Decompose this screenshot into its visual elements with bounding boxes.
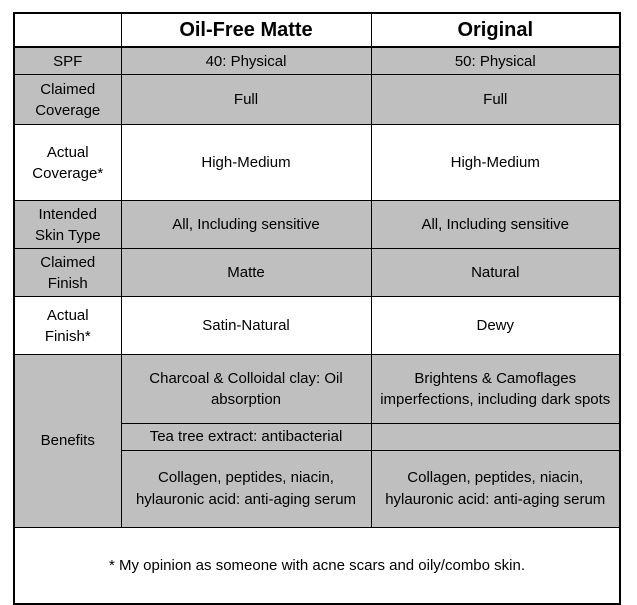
cell-claimed-finish-original: Natural — [371, 249, 620, 297]
header-oil-free-matte: Oil-Free Matte — [121, 13, 371, 47]
cell-benefits-2-oil-free-matte: Tea tree extract: antibacterial — [121, 424, 371, 450]
cell-actual-finish-original: Dewy — [371, 297, 620, 355]
cell-benefits-2-original — [371, 424, 620, 450]
table-row-actual-finish — [14, 297, 620, 355]
row-label-claimed-finish: Claimed Finish — [14, 249, 121, 297]
table-row-intended-skin-type — [14, 201, 620, 249]
cell-spf-oil-free-matte: 40: Physical — [121, 47, 371, 75]
cell-claimed-coverage-original: Full — [371, 75, 620, 125]
header-original: Original — [371, 13, 620, 47]
row-label-actual-coverage: Actual Coverage* — [14, 125, 121, 201]
cell-claimed-coverage-oil-free-matte: Full — [121, 75, 371, 125]
cell-actual-coverage-original: High-Medium — [371, 125, 620, 201]
cell-benefits-3-original: Collagen, peptides, niacin, hylauronic acid: anti-aging serum — [371, 450, 620, 527]
row-label-benefits: Benefits — [14, 355, 121, 527]
row-label-claimed-coverage: Claimed Coverage — [14, 75, 121, 125]
row-label-actual-finish: Actual Finish* — [14, 297, 121, 355]
table-row-footnote — [14, 527, 620, 604]
row-label-spf: SPF — [14, 47, 121, 75]
table-row-actual-coverage — [14, 125, 620, 201]
cell-benefits-3-oil-free-matte: Collagen, peptides, niacin, hylauronic acid: anti-aging serum — [121, 450, 371, 527]
table-row-claimed-finish — [14, 249, 620, 297]
cell-benefits-1-oil-free-matte: Charcoal & Colloidal clay: Oil absorption — [121, 355, 371, 424]
cell-actual-finish-oil-free-matte: Satin-Natural — [121, 297, 371, 355]
cell-claimed-finish-oil-free-matte: Matte — [121, 249, 371, 297]
footnote-text: * My opinion as someone with acne scars and oily/combo skin. — [14, 527, 620, 604]
cell-benefits-1-original: Brightens & Camoflages imperfections, including dark spots — [371, 355, 620, 424]
header-corner-cell — [14, 13, 121, 47]
cell-actual-coverage-oil-free-matte: High-Medium — [121, 125, 371, 201]
row-label-intended-skin-type: Intended Skin Type — [14, 201, 121, 249]
cell-intended-skin-type-oil-free-matte: All, Including sensitive — [121, 201, 371, 249]
table-header-row — [14, 13, 620, 47]
comparison-table — [13, 12, 621, 605]
cell-spf-original: 50: Physical — [371, 47, 620, 75]
cell-intended-skin-type-original: All, Including sensitive — [371, 201, 620, 249]
table-row-benefits-1 — [14, 355, 620, 424]
table-row-claimed-coverage — [14, 75, 620, 125]
table-row-spf — [14, 47, 620, 75]
